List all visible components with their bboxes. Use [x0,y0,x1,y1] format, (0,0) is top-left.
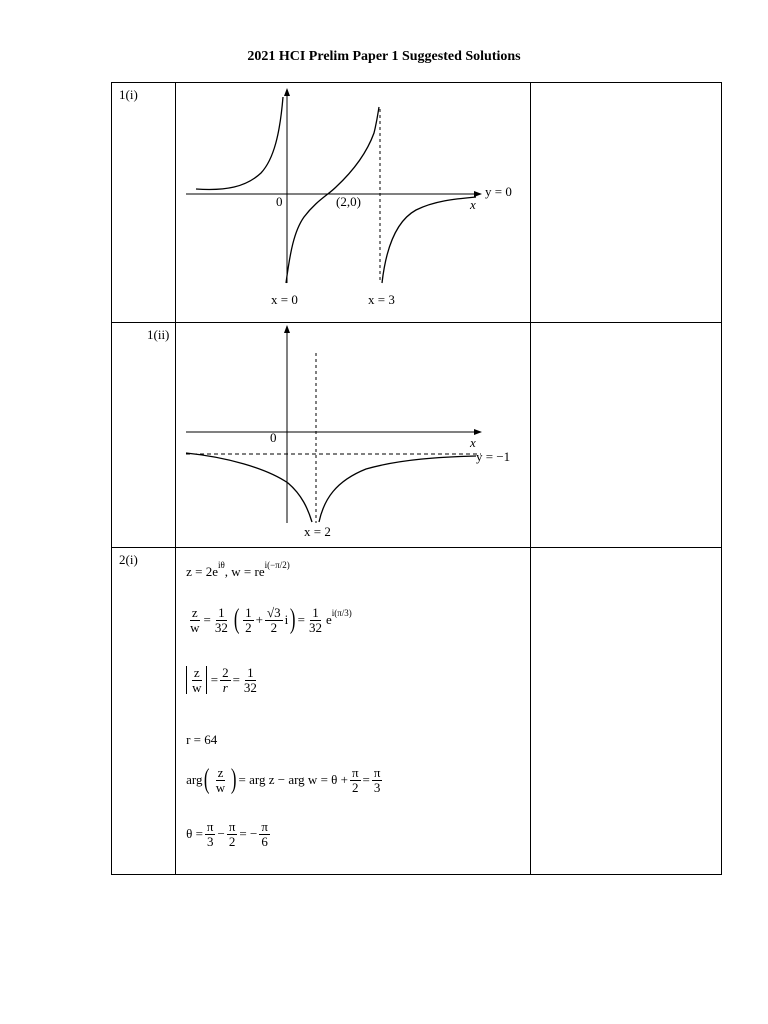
page-title: 2021 HCI Prelim Paper 1 Suggested Solutions [247,49,521,64]
numerator: π [373,765,381,780]
equation-3: $\frac{z}{w}$ = $\frac{2}{r}$ = $\frac{1}{32}$ [186,666,261,694]
denominator: 32 [308,619,322,635]
working-cell [176,83,531,323]
question-label-cell [112,323,176,548]
x-axis-label: x [470,197,476,212]
equation-5: arg ( $\frac{z}{w}$ ) = arg z − arg w = θ + $\frac{\pi}{2}$ = $\frac{\pi}{3}$ [186,764,381,796]
point-label: (2,0) [336,194,362,209]
imaginary-unit: i [284,612,289,628]
asymptote-h-label: y = 0 [485,184,512,199]
question-label: 2(i) [119,552,138,567]
question-label: 1(ii) [147,327,170,342]
numerator: z [191,605,198,620]
eq-text: r = 64 [186,732,218,747]
numerator: z [193,665,200,680]
eq-text: = arg z − arg w = θ + [238,772,348,788]
marks-cell [530,323,721,548]
numerator: √3 [267,605,281,620]
solutions-table [111,82,722,875]
marks-cell [530,83,721,323]
solution-row [112,548,722,875]
denominator: 2 [352,779,359,795]
numerator: π [261,819,268,834]
denominator: w [215,779,226,795]
numerator: 1 [218,605,225,620]
origin-label: 0 [276,194,283,209]
numerator: 1 [247,665,254,680]
curve-right-branch [319,456,476,522]
eq-exponent: i(π/3) [331,608,352,619]
curve-left-branch [186,453,312,522]
equation-6: θ = $\frac{\pi}{3}$ − $\frac{\pi}{2}$ = − $\frac{\pi}{6}$ [186,819,268,849]
denominator: 2 [270,619,278,635]
denominator: 32 [243,679,257,695]
numerator: π [206,819,214,834]
eq-text: arg [186,772,203,788]
eq-text: θ = [186,826,203,842]
math-working [176,548,530,874]
eq-exponent: iθ [217,560,225,570]
solution-row [112,323,722,548]
denominator: w [190,619,200,635]
origin-label: 0 [270,430,277,445]
question-label-cell [112,548,176,875]
numerator: 1 [245,605,252,620]
equation-4 [186,732,217,748]
denominator: 3 [373,779,381,795]
eq-text: , w = re [224,564,265,579]
eq-text: z = 2e [186,564,218,579]
numerator: 2 [222,665,229,680]
working-cell [176,548,531,875]
curve-middle-branch [286,107,379,283]
marks-cell [530,548,721,875]
graph-1i [176,83,529,322]
curve-right-branch [382,197,476,283]
denominator: 32 [214,619,228,635]
numerator: π [228,819,236,834]
denominator: 6 [261,833,268,849]
solution-row [112,83,722,323]
working-cell [176,323,531,548]
graph-1ii [176,323,529,547]
equation-1 [186,560,290,580]
numerator: z [217,765,224,780]
question-label: 1(i) [119,87,138,102]
question-label-cell [112,83,176,323]
curve-left-branch [196,97,283,189]
x-axis-label: x [470,435,476,450]
denominator: r [222,679,228,695]
denominator: 3 [206,833,214,849]
equation-2: $\frac{z}{w}$ = $\frac{1}{32}$ ( $\frac{1}{2}$ + $\frac{√3}{2}$ i ) = $\frac{1}{32}$ e i(π/3) [190,604,352,636]
numerator: π [351,765,359,780]
denominator: 2 [228,833,236,849]
denominator: 2 [245,619,252,635]
asymptote-v1-label: x = 0 [271,292,298,307]
denominator: w [192,679,202,695]
eq-exponent: i(−π/2) [264,560,290,570]
numerator: 1 [312,605,319,620]
asymptote-v-label: x = 2 [304,524,331,539]
asymptote-v2-label: x = 3 [368,292,395,307]
asymptote-h-label: y = −1 [476,449,511,464]
